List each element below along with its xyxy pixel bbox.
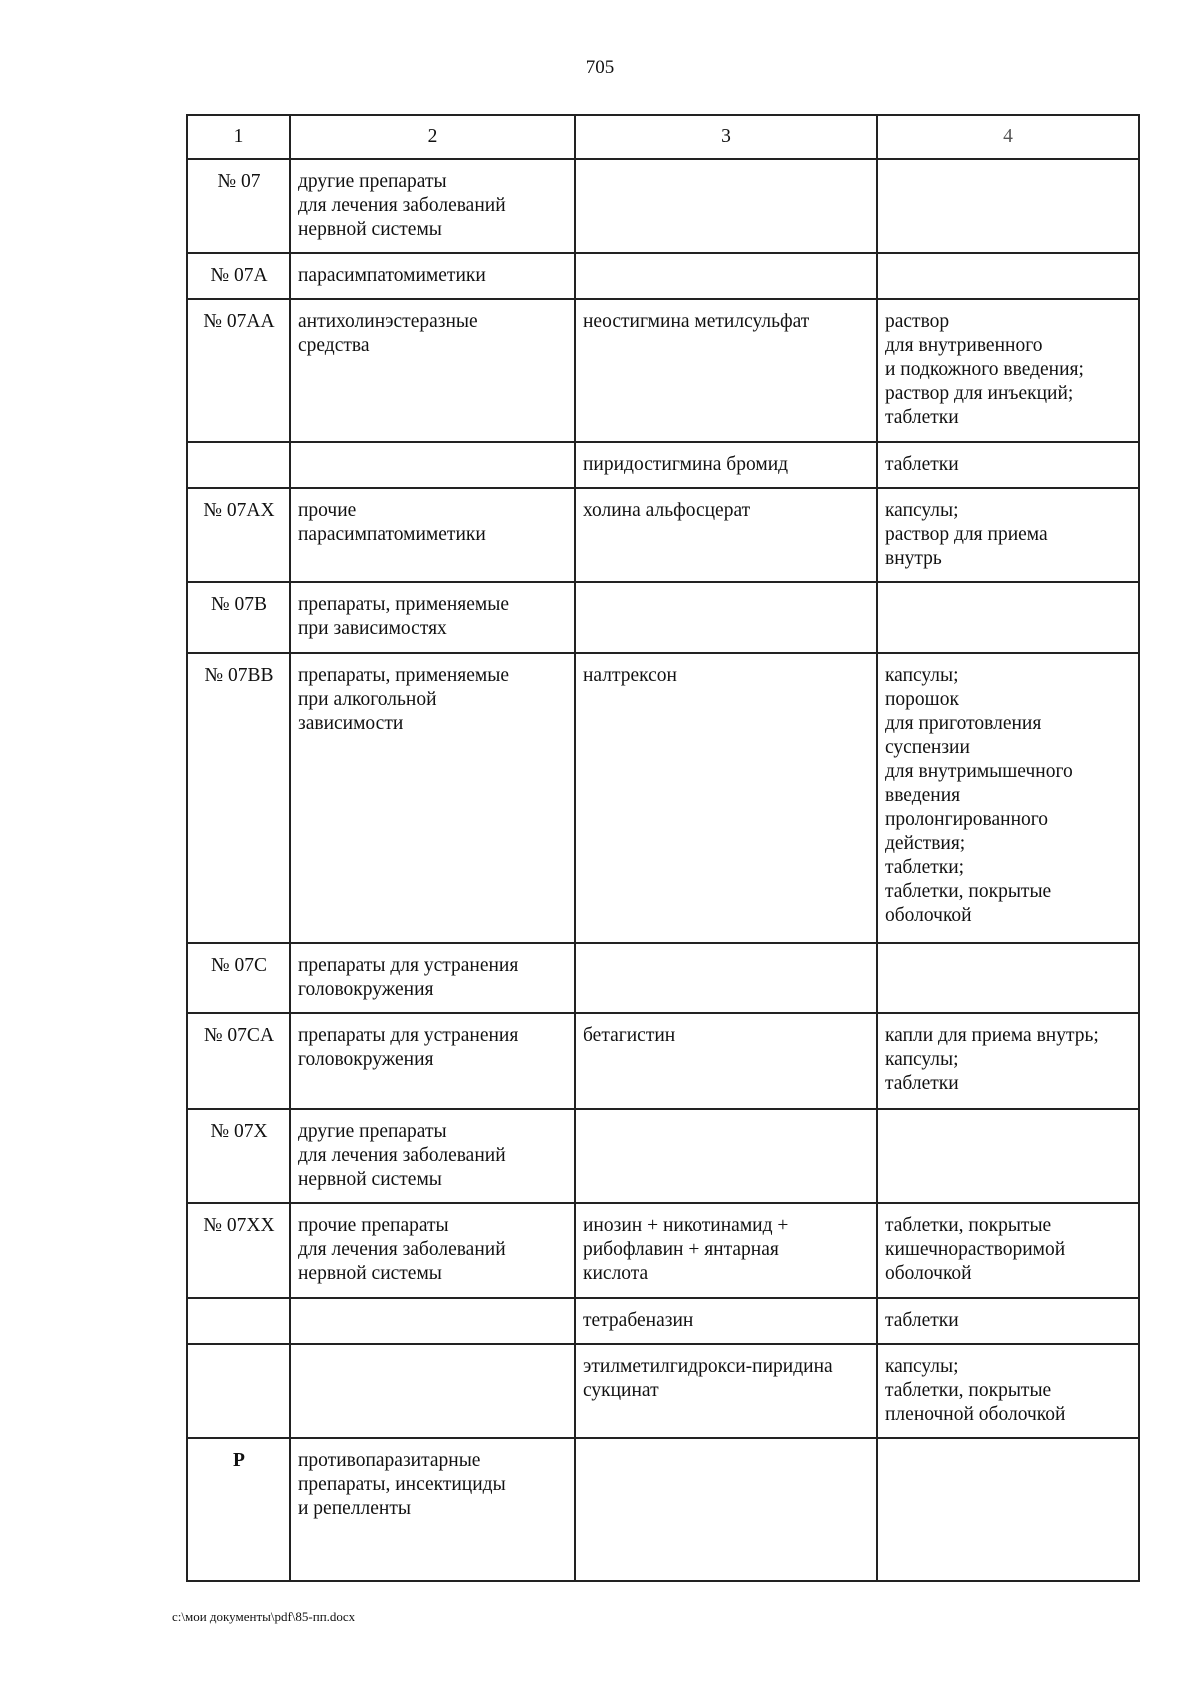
column-header-4: 4 — [877, 115, 1139, 159]
cell-line: таблетки — [885, 407, 959, 428]
substance-cell — [575, 943, 877, 1013]
cell-line: таблетки — [885, 1310, 959, 1331]
column-header-2: 2 — [290, 115, 575, 159]
cell-line: таблетки, покрытые — [885, 1380, 1052, 1401]
group-cell — [290, 442, 575, 488]
group-cell — [290, 1438, 575, 1581]
group-cell — [290, 253, 575, 299]
code-cell: № 07X — [187, 1109, 290, 1203]
substance-cell — [575, 299, 877, 442]
cell-line: кишечнорастворимой — [885, 1239, 1066, 1260]
substance-cell — [575, 442, 877, 488]
code-cell: P — [187, 1438, 290, 1581]
cell-line: введения — [885, 785, 961, 806]
cell-line: бетагистин — [583, 1025, 676, 1046]
group-cell — [290, 1298, 575, 1344]
cell-line: нервной системы — [298, 1263, 442, 1284]
cell-line: раствор для приема — [885, 524, 1048, 545]
cell-line: тетрабеназин — [583, 1310, 694, 1331]
cell-line: капсулы; — [885, 500, 959, 521]
cell-line: парасимпатомиметики — [298, 524, 486, 545]
code-cell: № 07 — [187, 159, 290, 253]
cell-line: капсулы; — [885, 665, 959, 686]
cell-line: для лечения заболеваний — [298, 1239, 506, 1260]
form-cell — [877, 442, 1139, 488]
cell-line: препараты, инсектициды — [298, 1474, 506, 1495]
cell-line: таблетки, покрытые — [885, 881, 1052, 902]
cell-line: суспензии — [885, 737, 970, 758]
cell-line: оболочкой — [885, 905, 972, 926]
code-cell: № 07CA — [187, 1013, 290, 1109]
form-cell — [877, 1344, 1139, 1438]
code-cell: № 07BB — [187, 653, 290, 943]
cell-line: для внутривенного — [885, 335, 1043, 356]
substance-cell — [575, 1438, 877, 1581]
cell-line: противопаразитарные — [298, 1450, 481, 1471]
code-cell: № 07A — [187, 253, 290, 299]
cell-line: раствор для инъекций; — [885, 383, 1074, 404]
cell-line: таблетки, покрытые — [885, 1215, 1052, 1236]
column-header-1: 1 — [187, 115, 290, 159]
table-row — [187, 1013, 1139, 1109]
form-cell — [877, 1013, 1139, 1109]
cell-line: кислота — [583, 1263, 649, 1284]
code-cell: № 07XX — [187, 1203, 290, 1298]
form-cell — [877, 1203, 1139, 1298]
group-cell — [290, 488, 575, 582]
form-cell — [877, 159, 1139, 253]
cell-line: внутрь — [885, 548, 942, 569]
substance-cell — [575, 1013, 877, 1109]
table-row — [187, 253, 1139, 299]
form-cell — [877, 1298, 1139, 1344]
substance-cell — [575, 1298, 877, 1344]
cell-line: холина альфосцерат — [583, 500, 751, 521]
code-cell — [187, 442, 290, 488]
substance-cell — [575, 253, 877, 299]
cell-line: действия; — [885, 833, 966, 854]
cell-line: для приготовления — [885, 713, 1042, 734]
form-cell — [877, 488, 1139, 582]
form-cell — [877, 582, 1139, 653]
table-row — [187, 1344, 1139, 1438]
cell-line: головокружения — [298, 979, 434, 1000]
column-header-3: 3 — [575, 115, 877, 159]
table-row — [187, 1298, 1139, 1344]
cell-line: препараты для устранения — [298, 955, 519, 976]
cell-line: другие препараты — [298, 171, 447, 192]
code-cell — [187, 1344, 290, 1438]
cell-line: пролонгированного — [885, 809, 1049, 830]
cell-line: прочие препараты — [298, 1215, 449, 1236]
cell-line: препараты, применяемые — [298, 594, 509, 615]
table-row — [187, 653, 1139, 943]
table-row — [187, 1109, 1139, 1203]
cell-line: этилметилгидрокси-пиридина — [583, 1356, 833, 1377]
cell-line: и подкожного введения; — [885, 359, 1084, 380]
group-cell — [290, 653, 575, 943]
cell-line: зависимости — [298, 713, 404, 734]
form-cell — [877, 1109, 1139, 1203]
page-number: 705 — [585, 57, 615, 78]
cell-line: для лечения заболеваний — [298, 1145, 506, 1166]
table-row — [187, 488, 1139, 582]
code-cell: № 07AA — [187, 299, 290, 442]
code-cell: № 07C — [187, 943, 290, 1013]
cell-line: капли для приема внутрь; — [885, 1025, 1099, 1046]
cell-line: налтрексон — [583, 665, 677, 686]
cell-line: другие препараты — [298, 1121, 447, 1142]
cell-line: пленочной оболочкой — [885, 1404, 1066, 1425]
cell-line: оболочкой — [885, 1263, 972, 1284]
cell-line: капсулы; — [885, 1356, 959, 1377]
cell-line: рибофлавин + янтарная — [583, 1239, 779, 1260]
substance-cell — [575, 488, 877, 582]
cell-line: головокружения — [298, 1049, 434, 1070]
code-cell — [187, 1298, 290, 1344]
cell-line: при алкогольной — [298, 689, 437, 710]
cell-line: средства — [298, 335, 370, 356]
cell-line: порошок — [885, 689, 959, 710]
group-cell — [290, 1344, 575, 1438]
table-row — [187, 582, 1139, 653]
group-cell — [290, 582, 575, 653]
group-cell — [290, 1203, 575, 1298]
drug-classification-table — [186, 114, 1140, 1582]
cell-line: нервной системы — [298, 219, 442, 240]
substance-cell — [575, 653, 877, 943]
substance-cell — [575, 1344, 877, 1438]
form-cell — [877, 653, 1139, 943]
table-row — [187, 442, 1139, 488]
cell-line: парасимпатомиметики — [298, 265, 486, 286]
cell-line: препараты, применяемые — [298, 665, 509, 686]
table-row — [187, 1203, 1139, 1298]
substance-cell — [575, 1203, 877, 1298]
table-row — [187, 299, 1139, 442]
table-header-row — [187, 115, 1139, 159]
form-cell — [877, 943, 1139, 1013]
cell-line: антихолинэстеразные — [298, 311, 478, 332]
group-cell — [290, 159, 575, 253]
cell-line: раствор — [885, 311, 950, 332]
form-cell — [877, 253, 1139, 299]
cell-line: таблетки; — [885, 857, 965, 878]
cell-line: препараты для устранения — [298, 1025, 519, 1046]
code-cell: № 07B — [187, 582, 290, 653]
cell-line: капсулы; — [885, 1049, 959, 1070]
group-cell — [290, 1013, 575, 1109]
cell-line: таблетки — [885, 454, 959, 475]
cell-line: таблетки — [885, 1073, 959, 1094]
cell-line: сукцинат — [583, 1380, 659, 1401]
footer-file-path: c:\мои документы\pdf\85-пп.docx — [172, 1609, 356, 1624]
cell-line: для внутримышечного — [885, 761, 1073, 782]
group-cell — [290, 299, 575, 442]
substance-cell — [575, 159, 877, 253]
group-cell — [290, 943, 575, 1013]
cell-line: прочие — [298, 500, 357, 521]
cell-line: инозин + никотинамид + — [583, 1215, 789, 1236]
form-cell — [877, 299, 1139, 442]
cell-line: для лечения заболеваний — [298, 195, 506, 216]
form-cell — [877, 1438, 1139, 1581]
code-cell: № 07AX — [187, 488, 290, 582]
cell-line: при зависимостях — [298, 618, 447, 639]
substance-cell — [575, 582, 877, 653]
substance-cell — [575, 1109, 877, 1203]
cell-line: нервной системы — [298, 1169, 442, 1190]
table-row — [187, 1438, 1139, 1581]
cell-line: неостигмина метилсульфат — [583, 311, 810, 332]
table-row — [187, 943, 1139, 1013]
cell-line: пиридостигмина бромид — [583, 454, 789, 475]
cell-line: и репелленты — [298, 1498, 411, 1519]
table-row — [187, 159, 1139, 253]
group-cell — [290, 1109, 575, 1203]
